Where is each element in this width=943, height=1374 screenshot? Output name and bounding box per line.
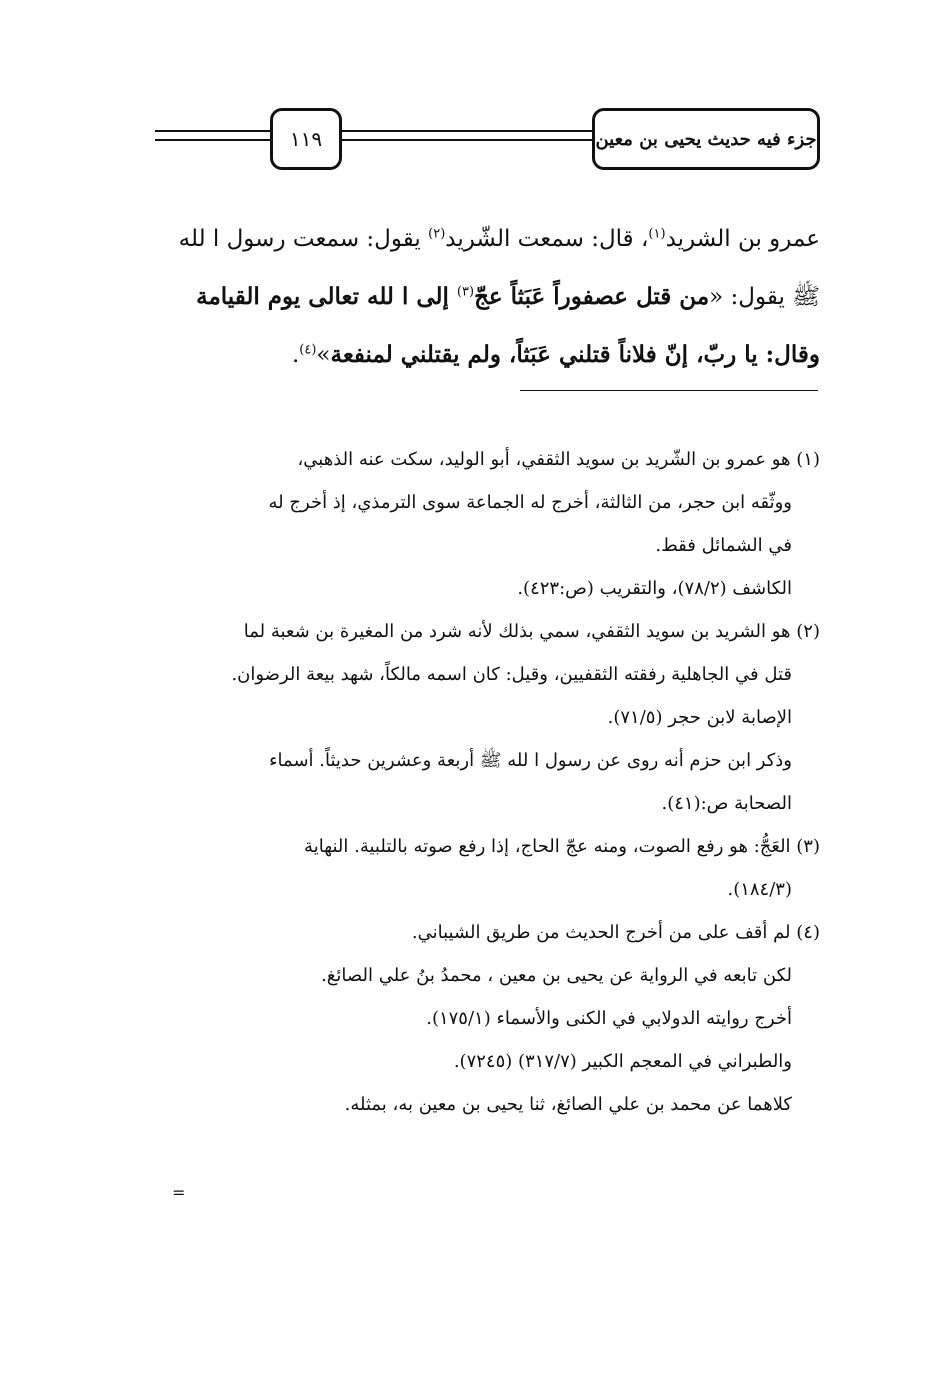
footnote-line: ووثّقه ابن حجر، من الثالثة، أخرج له الجماعة سوى الترمذي، إذ أخرج له bbox=[268, 492, 792, 513]
footnote-separator bbox=[520, 390, 818, 391]
footnote-ref-4[interactable]: (٤) bbox=[299, 342, 317, 358]
book-title: جزء فيه حديث يحيى بن معين bbox=[592, 108, 820, 170]
continuation-mark: = bbox=[172, 1183, 186, 1202]
footnote-line: الإصابة لابن حجر (٧١/٥). bbox=[607, 707, 792, 728]
footnote-line: أخرج روايته الدولابي في الكنى والأسماء (١٧٥/١). bbox=[426, 1008, 792, 1029]
header-rule-top bbox=[155, 130, 600, 132]
footnote-line: (٤) لم أقف على من أخرج الحديث من طريق الشيباني. bbox=[411, 922, 820, 943]
footnote-ref-1[interactable]: (١) bbox=[648, 226, 666, 242]
hadith-line-1: عمرو بن الشريد$^{(١)}$، قال: سمعت الشّريد$^{(٢)}$ يقول: سمعت رسول ا لله bbox=[178, 226, 820, 252]
page-header bbox=[155, 108, 820, 170]
footnote-line: قتل في الجاهلية رفقته الثقفيين، وقيل: كان اسمه مالكاً، شهد بيعة الرضوان. bbox=[231, 664, 792, 685]
header-rule-bottom bbox=[155, 139, 600, 141]
footnote-line: (١٨٤/٣). bbox=[727, 879, 792, 900]
footnote-line: لكن تابعه في الرواية عن يحيى بن معين ، محمدُ بنُ علي الصائغ. bbox=[321, 965, 792, 986]
page-number: ١١٩ bbox=[270, 108, 342, 170]
footnote-line: في الشمائل فقط. bbox=[655, 535, 792, 556]
footnote-line: والطبراني في المعجم الكبير (٣١٧/٧) (٧٢٤٥). bbox=[453, 1051, 792, 1072]
hadith-text bbox=[165, 210, 820, 384]
footnote-ref-3[interactable]: (٣) bbox=[456, 284, 475, 300]
footnote-line: الكاشف (٧٨/٢)، والتقريب (ص:٤٢٣). bbox=[517, 578, 792, 599]
footnote-line: (٢) هو الشريد بن سويد الثقفي، سمي بذلك لأنه شرد من المغيرة بن شعبة لما bbox=[243, 621, 820, 642]
footnote-line: (٣) العَجُّ: هو رفع الصوت، ومنه عجّ الحاج، إذا رفع صوته بالتلبية. النهاية bbox=[304, 836, 820, 857]
hadith-line-3: وقال: يا ربّ، إنّ فلاناً قتلني عَبَثاً، ولم يقتلني لمنفعة»$^{(٤)}$. bbox=[291, 341, 820, 368]
footnote-line: (١) هو عمرو بن الشّريد بن سويد الثقفي، أبو الوليد، سكت عنه الذهبي، bbox=[297, 449, 820, 470]
footnote-line: الصحابة ص:(٤١). bbox=[661, 793, 792, 814]
footnote-ref-2[interactable]: (٢) bbox=[428, 226, 446, 242]
footnote-line: كلاهما عن محمد بن علي الصائغ، ثنا يحيى بن معين به، بمثله. bbox=[344, 1094, 792, 1115]
hadith-line-2: ﷺ يقول: «من قتل عصفوراً عَبَثاً عجّ$^{(٣)}$ إلى ا لله تعالى يوم القيامة bbox=[196, 283, 820, 310]
footnote-line: وذكر ابن حزم أنه روى عن رسول ا لله ﷺ أربعة وعشرين حديثاً. أسماء bbox=[269, 750, 792, 771]
footnotes bbox=[165, 438, 820, 1126]
